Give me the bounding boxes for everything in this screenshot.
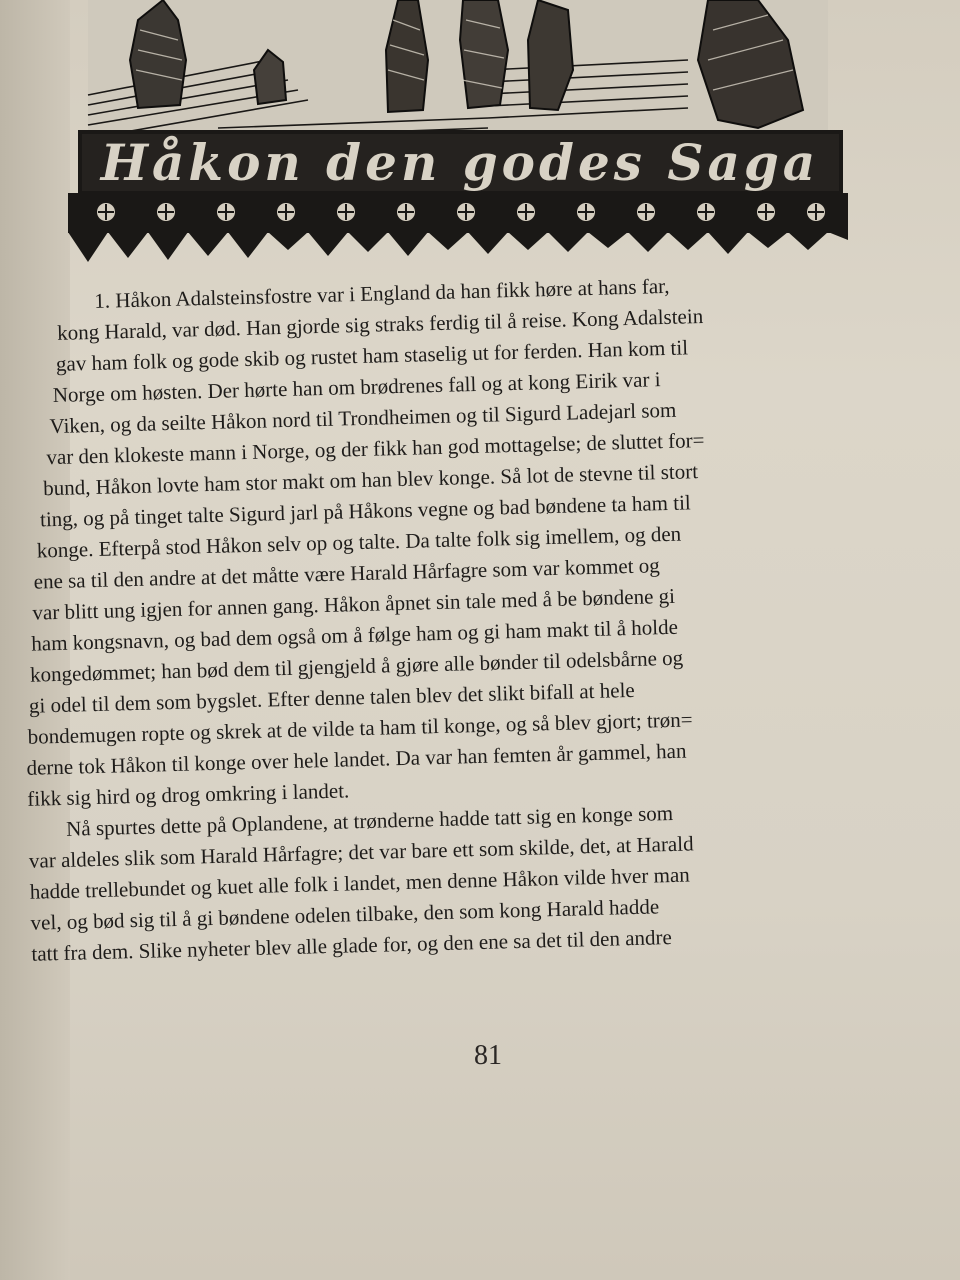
text-line: fikk sig hird og drog omkring i landet.: [27, 778, 350, 811]
saga-text: [14, 263, 960, 970]
text-line: hadde trellebundet og kuet alle folk i landet, men denne Håkon vilde hver man: [29, 862, 691, 904]
text-line: kong Harald, var død. Han gjorde sig straks ferdig til å reise. Kong Adalstein: [56, 303, 704, 345]
text-line: kongedømmet; han bød dem til gjengjeld å gjøre alle bønder til odelsbårne og: [29, 645, 684, 687]
text-line: bondemugen ropte og skrek at de vilde ta ham til konge, og så blev gjort; trøn=: [27, 707, 693, 749]
page-number: 81: [474, 1040, 502, 1071]
text-line: tatt fra dem. Slike nyheter blev alle glade for, og den ene sa det til den andre: [31, 925, 673, 966]
text-line: var blitt ung igjen for annen gang. Håkon åpnet sin tale med å be bøndene gi: [32, 583, 676, 625]
text-line: var den klokeste mann i Norge, og der fikk han god mottagelse; de sluttet for=: [46, 427, 705, 470]
woodcut-illustration-svg: [68, 0, 848, 265]
text-line: Nå spurtes dette på Oplandene, at trønderne hadde tatt sig en konge som: [65, 800, 674, 841]
text-line: Norge om høsten. Der hørte han om brødrenes fall og at kong Eirik var i: [52, 367, 661, 408]
text-line: ting, og på tinget talte Sigurd jarl på Håkons vegne og bad bøndene ta ham til: [39, 490, 692, 532]
text-line: 1. Håkon Adalsteinsfostre var i England da han fikk høre at hans far,: [94, 273, 670, 313]
text-line: Viken, og da seilte Håkon nord til Trondheimen og til Sigurd Ladejarl som: [49, 397, 677, 439]
saga-title: Håkon den godes Saga: [100, 133, 820, 192]
text-line: ham kongsnavn, og bad dem også om å følge ham og gi ham makt til å holde: [31, 614, 679, 656]
text-line: var aldeles slik som Harald Hårfagre; det var bare ett som skilde, det, at Harald: [28, 831, 694, 873]
text-line: derne tok Håkon til konge over hele landet. Da var han femten år gammel, han: [26, 738, 687, 780]
woodcut-header-illustration: [68, 0, 848, 265]
text-line: gi odel til dem som bygslet. Efter denne talen blev det slikt bifall at hele: [28, 677, 635, 718]
text-line: gav ham folk og gode skib og rustet ham staselig ut for ferden. Han kom til: [55, 335, 689, 376]
text-line: konge. Efterpå stod Håkon selv op og talte. Da talte folk sig imellem, og den: [36, 521, 682, 563]
text-line: vel, og bød sig til å gi bøndene odelen tilbake, den som kong Harald hadde: [30, 894, 660, 935]
text-line: bund, Håkon lovte ham stor makt om han blev konge. Så lot de stevne til stort: [42, 459, 699, 501]
text-line: ene sa til den andre at det måtte være Harald Hårfagre som var kommet og: [33, 553, 661, 594]
